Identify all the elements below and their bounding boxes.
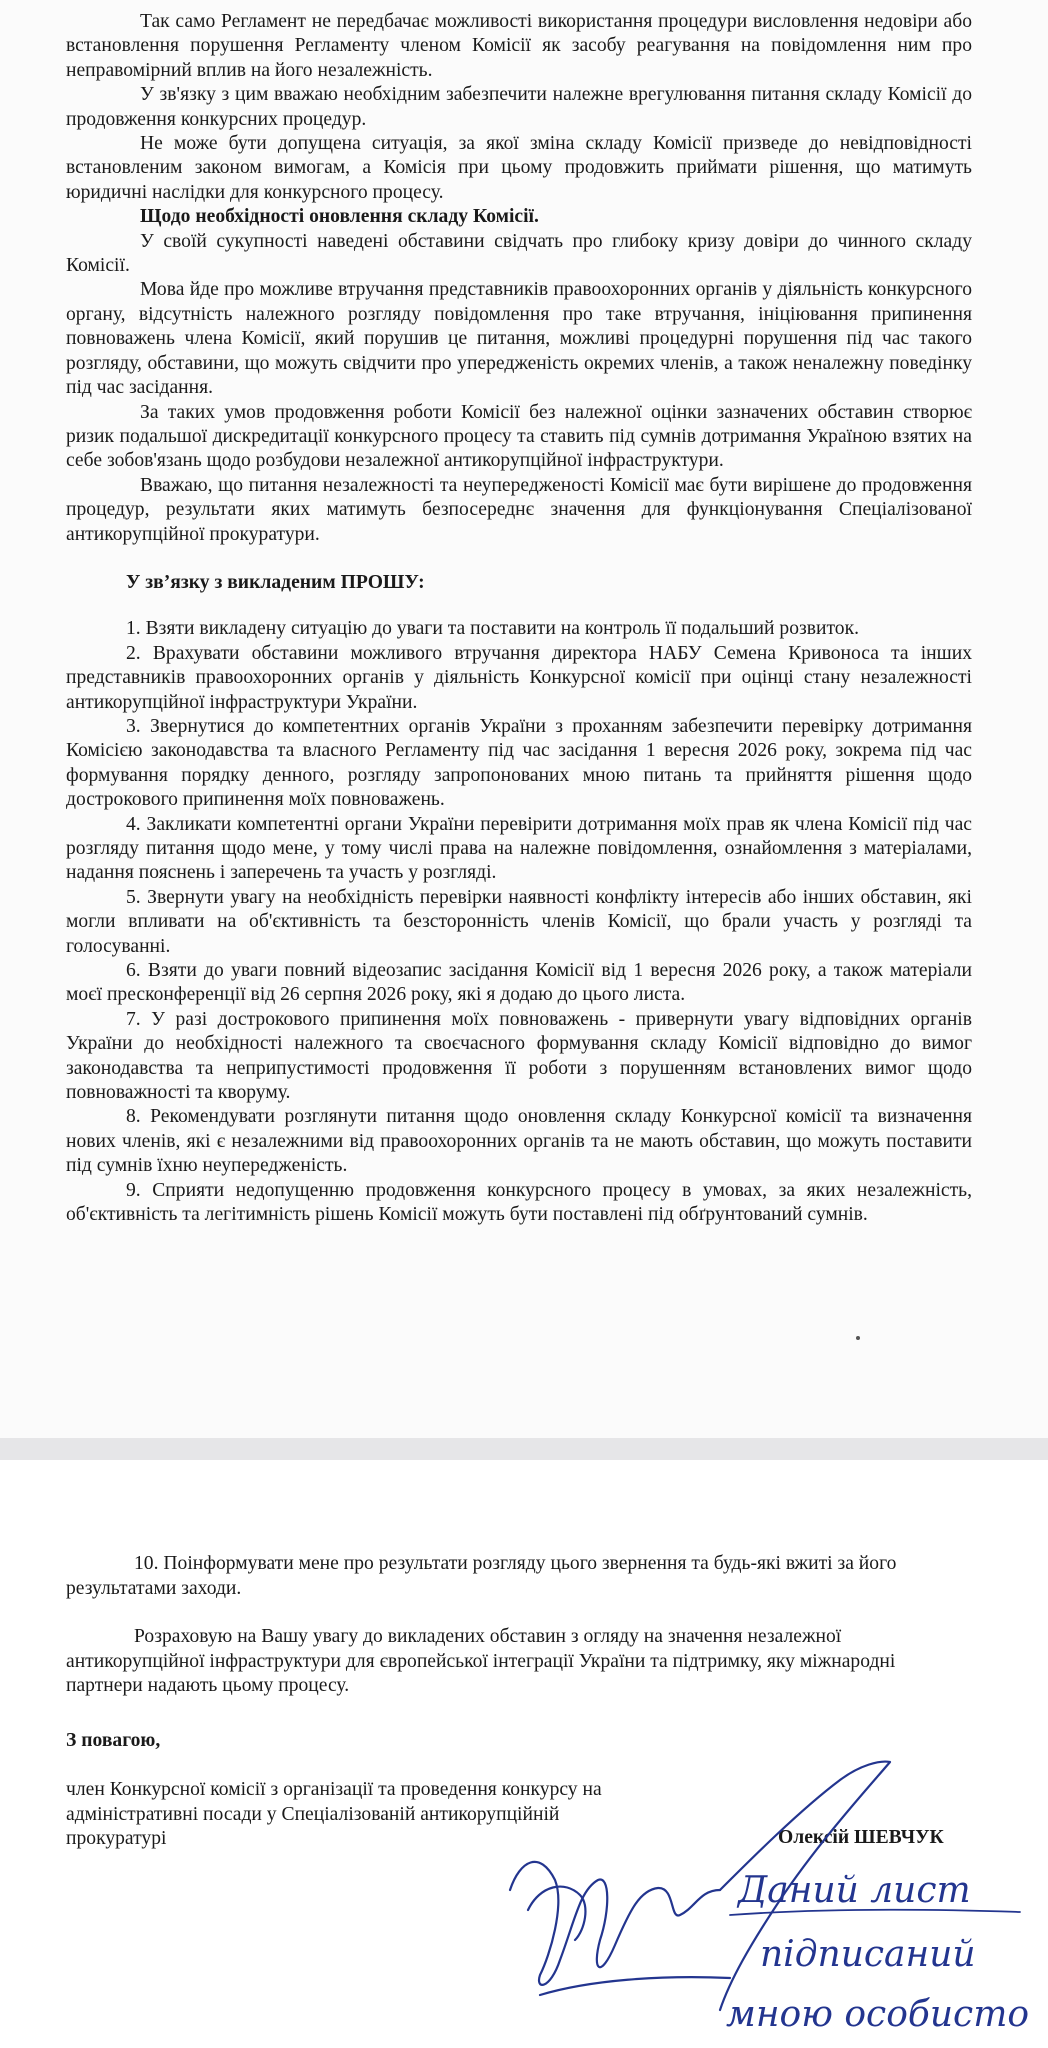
scan-speck [856,1336,860,1340]
request-item: 8. Рекомендувати розглянути питання щодо оновлення складу Конкурсної комісії та визначення нових членів, які є незалежними від правоохоронних органів та не мають обставин, що можуть поставити під сумнів їхню неупередженість. [66,1106,972,1177]
request-list [66,617,972,1227]
request-item: 9. Сприяти недопущенню продовження конкурсного процесу в умовах, за яких незалежність, об'єктивність та легітимність рішень Комісії можуть бути поставлені під обґрунтований сумнів. [66,1179,972,1226]
paragraph: У своїй сукупності наведені обставини свідчать про глибоку кризу довіри до чинного складу Комісії. [66,230,972,277]
section-heading: Щодо необхідності оновлення складу Комісії. [140,206,539,228]
paragraph: Вважаю, що питання незалежності та неупередженості Комісії має бути вирішене до продовження процедур, результати яких матимуть безпосереднє значення для функціонування Спеціалізованої антикорупційної прокуратури. [66,474,972,545]
request-item: 2. Врахувати обставини можливого втручання директора НАБУ Семена Кривоноса та інших представників правоохоронних органів у діяльність Конкурсної комісії при оцінці стану незалежності антикорупційної інфраструктури України. [66,642,972,713]
paragraph: Мова йде про можливе втручання представників правоохоронних органів у діяльність конкурсного органу, відсутність належного розгляду повідомлення про таке втручання, ініціювання припинення повноважень члена Комісії, який порушив це питання, можливі процедурні порушення під час такого розгляду, обставини, що можуть свідчити про упередженість окремих членів, а також неналежну поведінку під час засідання. [66,279,972,399]
page2-body [66,1552,976,1754]
handwritten-note-line: підписаний [760,1934,976,1975]
request-item: 4. Закликати компетентні органи України перевірити дотримання моїх прав як члена Комісії під час розгляду питання щодо мене, у тому числі права на належне повідомлення, ознайомлення з матеріалами, надання пояснень і заперечень та участь у розгляді. [66,813,972,884]
paragraph: У зв'язку з цим вважаю необхідним забезпечити належне врегулювання питання складу Комісії до продовження конкурсних процедур. [66,84,972,130]
page-separator [0,1438,1048,1460]
request-item-10: 10. Поінформувати мене про результати розгляду цього звернення та будь-які вжиті за його результатами заходи. [66,1553,897,1599]
request-item: 1. Взяти викладену ситуацію до уваги та поставити на контроль її подальший розвиток. [126,618,859,640]
signature-stroke [540,1977,730,1995]
page1-body [66,10,972,1228]
closing-paragraph: Розраховую на Вашу увагу до викладених обставин з огляду на значення незалежної антикорупційної інфраструктури для європейської інтеграції України та підтримку, яку міжнародні партнери надають цьому процесу. [66,1626,896,1697]
paragraph: Так само Регламент не передбачає можливості використання процедури висловлення недовіри або встановлення порушення Регламенту членом Комісії як засобу реагування на повідомлення ним про неправомірний вплив на його незалежність. [66,11,972,81]
paragraph: Не може бути допущена ситуація, за якої зміна складу Комісії призведе до невідповідності встановленим законом вимогам, а Комісія при цьому продовжить приймати рішення, що матимуть юридичні наслідки для конкурсного процесу. [66,133,972,203]
handwritten-note-line: Даний лист [738,1870,971,1911]
request-item: 6. Взяти до уваги повний відеозапис засідання Комісії від 1 вересня 2026 року, а також матеріали моєї пресконференції від 26 серпня 2026 року, які я додаю до цього листа. [66,960,972,1006]
handwritten-note-line: мною особисто [726,1994,1030,2035]
signer-name: Олексій ШЕВЧУК [778,1827,944,1848]
handwritten-signature [480,1740,1040,2048]
signer-role: член Конкурсної комісії з організації та проведення конкурсу на адміністративні посади у Спеціалізованій антикорупційній прокуратурі [66,1779,602,1850]
request-heading: У зв’язку з викладеним ПРОШУ: [126,571,425,593]
paragraph: За таких умов продовження роботи Комісії без належної оцінки зазначених обставин створює ризик подальшої дискредитації конкурсного процесу та ставить під сумнів дотримання Україною взятих на себе зобов'язань щодо розбудови незалежної антикорупційної інфраструктури. [66,401,972,472]
request-item: 3. Звернутися до компетентних органів України з проханням забезпечити перевірку дотримання Комісією законодавства та власного Регламенту під час засідання 1 вересня 2026 року, зокрема під час формування порядку денного, розгляду запропонованих мною питань та прийняття рішення щодо дострокового припинення моїх повноважень. [66,715,972,811]
request-item: 7. У разі дострокового припинення моїх повноважень - привернути увагу відповідних органів України до необхідності належного та своєчасного формування складу Комісії відповідно до вимог законодавства та неприпустимості продовження її роботи з порушенням встановлених вимог щодо повноважності та кворуму. [66,1008,972,1104]
signature-stroke [510,1862,720,1985]
regards-line: З повагою, [66,1729,161,1751]
request-item: 5. Звернути увагу на необхідність перевірки наявності конфлікту інтересів або інших обставин, які могли впливати на об'єктивність та безсторонність членів Комісії, що брали участь у розгляді та голосуванні. [66,886,972,957]
